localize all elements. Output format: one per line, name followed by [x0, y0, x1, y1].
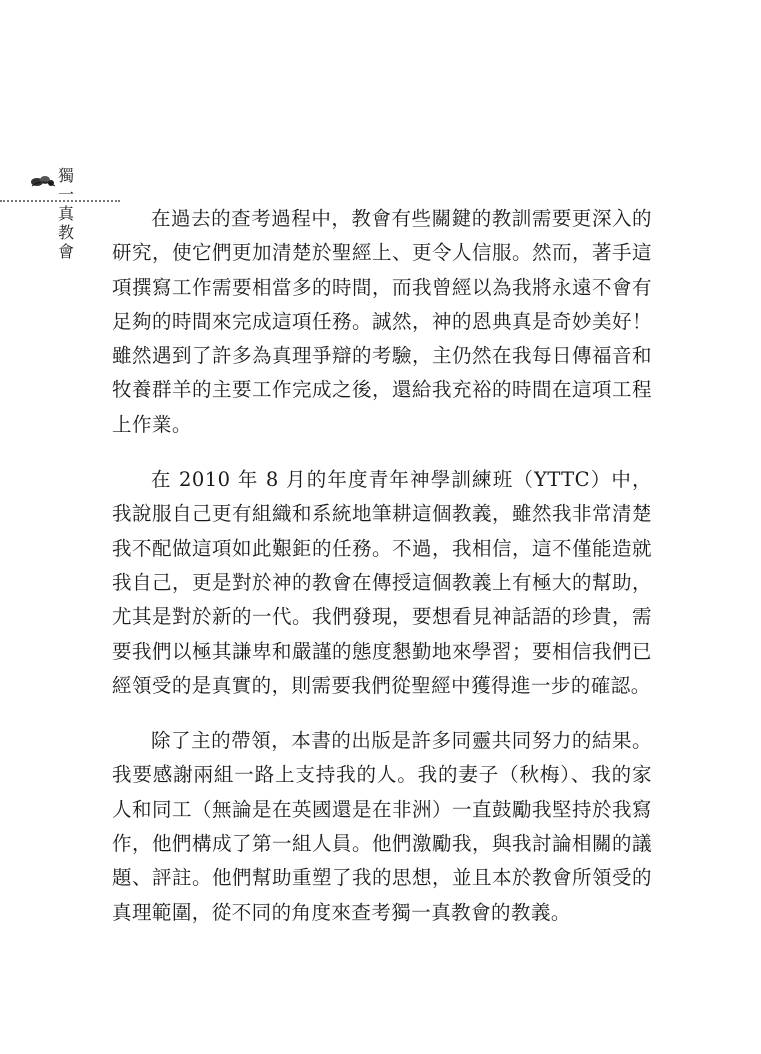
title-char: 會 — [58, 242, 75, 261]
running-header — [0, 82, 140, 261]
title-char: 真 — [58, 204, 75, 223]
main-text — [112, 202, 652, 951]
paragraph: 在過去的查考過程中，教會有些關鍵的教訓需要更深入的研究，使它們更加清楚於聖經上、更令人信服。然而，著手這項撰寫工作需要相當多的時間，而我曾經以為我將永遠不會有足夠的時間來完成這項任務。誠然，神的恩典真是奇妙美好！雖然遇到了許多為真理爭辯的考驗，主仍然在我每日傳福音和牧養群羊的主要工作完成之後，還給我充裕的時間在這項工程上作業。 — [112, 207, 652, 436]
title-char: 教 — [58, 223, 75, 242]
title-char: 獨 — [58, 166, 75, 185]
paragraph: 除了主的帶領，本書的出版是許多同靈共同努力的結果。我要感謝兩組一路上支持我的人。我的妻子（秋梅）、我的家人和同工（無論是在英國還是在非洲）一直鼓勵我堅持於我寫作，他們構成了第一組人員。他們激勵我，與我討論相關的議題、評註。他們幫助重塑了我的思想，並且本於教會所領受的真理範圍，從不同的角度來查考獨一真教會的教義。 — [112, 729, 652, 924]
flower-ornament-icon — [30, 174, 56, 188]
paragraph: 在 2010 年 8 月的年度青年神學訓練班（YTTC）中，我說服自己更有組織和系統地筆耕這個教義，雖然我非常清楚我不配做這項如此艱鉅的任務。不過，我相信，這不僅能造就我自己，更是對於神的教會在傳授這個教義上有極大的幫助，尤其是對於新的一代。我們發現，要想看見神話語的珍貴，需要我們以極其謙卑和嚴謹的態度懇勤地來學習；要相信我們已經領受的是真實的，則需要我們從聖經中獲得進一步的確認。 — [112, 468, 652, 697]
title-char: 一 — [58, 185, 75, 204]
vertical-book-title — [58, 166, 74, 261]
